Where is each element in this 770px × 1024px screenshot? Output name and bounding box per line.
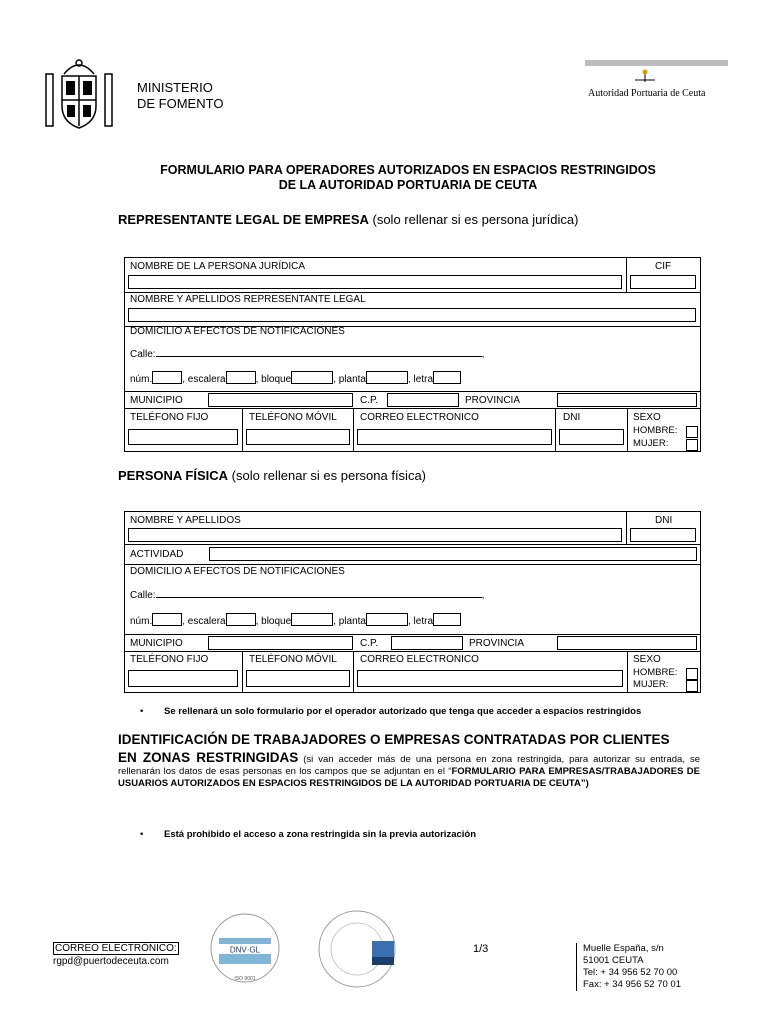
form-title xyxy=(0,163,770,193)
person-sex-label: SEXO xyxy=(633,654,661,665)
person-stair-input[interactable] xyxy=(226,613,256,626)
stair-label: , escalera xyxy=(182,374,226,385)
person-municipality-label: MUNICIPIO xyxy=(130,638,183,649)
person-street-label: Calle: xyxy=(130,590,156,601)
person-province-label: PROVINCIA xyxy=(469,638,525,649)
person-landline-input[interactable] xyxy=(128,670,238,687)
company-name-input[interactable] xyxy=(128,275,622,289)
legal-province-input[interactable] xyxy=(557,393,697,407)
person-block-label: , bloque xyxy=(255,616,292,627)
person-address-label: DOMICILIO A EFECTOS DE NOTIFICACIONES xyxy=(130,566,345,577)
person-mobile-input[interactable] xyxy=(246,670,350,687)
person-form-table xyxy=(124,511,701,693)
legal-mobile-input[interactable] xyxy=(246,429,350,445)
legal-section-heading xyxy=(118,212,578,227)
legal-stair-input[interactable] xyxy=(226,371,256,384)
legal-landline-label: TELÉFONO FIJO xyxy=(130,412,209,423)
legal-representative-label: NOMBRE Y APELLIDOS REPRESENTANTE LEGAL xyxy=(130,294,366,305)
legal-email-input[interactable] xyxy=(357,429,552,445)
bullet-prohibited-access-text: Está prohibido el acceso a zona restringida sin la previa autorización xyxy=(164,829,477,840)
person-letter-label: , letra xyxy=(408,616,434,627)
legal-male-checkbox[interactable] xyxy=(686,426,698,438)
footer-email-address: rgpd@puertodeceuta.com xyxy=(53,956,169,967)
person-section-heading xyxy=(118,468,426,483)
ministry-name xyxy=(137,80,223,112)
legal-letter-input[interactable] xyxy=(433,371,461,384)
legal-email-label: CORREO ELECTRONICO xyxy=(360,412,479,423)
legal-municipality-label: MUNICIPIO xyxy=(130,395,183,406)
legal-dni-label: DNI xyxy=(563,412,581,423)
cif-input[interactable] xyxy=(630,275,696,289)
activity-input[interactable] xyxy=(209,547,697,561)
legal-representative-input[interactable] xyxy=(128,308,696,322)
person-landline-label: TELÉFONO FIJO xyxy=(130,654,209,665)
number-label: núm. xyxy=(130,374,153,385)
person-email-label: CORREO ELECTRONICO xyxy=(360,654,479,665)
person-number-row xyxy=(130,613,461,627)
activity-label: ACTIVIDAD xyxy=(130,549,184,560)
cif-label: CIF xyxy=(655,261,672,272)
person-floor-input[interactable] xyxy=(366,613,408,626)
dnv-gl-certification-seal-icon xyxy=(203,908,287,992)
page-number: 1/3 xyxy=(473,943,489,955)
person-number-label: núm. xyxy=(130,616,153,627)
legal-landline-input[interactable] xyxy=(128,429,238,445)
person-letter-input[interactable] xyxy=(433,613,461,626)
legal-address-label: DOMICILIO A EFECTOS DE NOTIFICACIONES xyxy=(130,326,345,337)
person-province-input[interactable] xyxy=(557,636,697,650)
person-heading-bold: PERSONA FÍSICA xyxy=(118,468,229,483)
legal-heading-note: (solo rellenar si es persona jurídica) xyxy=(368,212,579,227)
footer-email-block xyxy=(53,942,179,968)
person-municipality-input[interactable] xyxy=(208,636,353,650)
legal-municipality-input[interactable] xyxy=(208,393,353,407)
legal-street-row: Calle: , xyxy=(130,346,484,360)
legal-male-label: HOMBRE: xyxy=(633,425,678,436)
person-street-input[interactable] xyxy=(156,587,482,598)
person-floor-label: , planta xyxy=(333,616,366,627)
floor-label: , planta xyxy=(333,374,366,385)
identification-form-ref: FORMULARIO PARA EMPRESAS/TRABAJADORES DE USUARIOS AUTORIZADOS EN ESPACIOS RESTRINGIDOS DE LA AUTORIDAD PORTUARIA DE CEUTA xyxy=(118,766,700,789)
legal-postcode-label: C.P. xyxy=(360,395,379,406)
footer-address-line2: 51001 CEUTA xyxy=(583,955,644,966)
identification-heading xyxy=(118,732,708,748)
person-postcode-input[interactable] xyxy=(391,636,463,650)
footer-email-label: CORREO ELECTRÓNICO: xyxy=(55,943,177,954)
bullet-single-form: • Se rellenará un solo formulario por el operador autorizado que tenga que acceder a espacios restringidos xyxy=(140,706,642,717)
person-email-input[interactable] xyxy=(357,670,623,687)
identification-note-end: ”) xyxy=(580,778,589,789)
legal-female-label: MUJER: xyxy=(633,438,669,449)
legal-heading-bold: REPRESENTANTE LEGAL DE EMPRESA xyxy=(118,212,369,227)
person-male-checkbox[interactable] xyxy=(686,668,698,680)
person-postcode-label: C.P. xyxy=(360,638,379,649)
person-name-label: NOMBRE Y APELLIDOS xyxy=(130,515,241,526)
person-female-label: MUJER: xyxy=(633,679,669,690)
energy-certification-seal-icon xyxy=(312,905,402,993)
person-name-input[interactable] xyxy=(128,528,622,542)
legal-block-input[interactable] xyxy=(291,371,333,384)
legal-female-checkbox[interactable] xyxy=(686,439,698,451)
bullet-single-form-text: Se rellenará un solo formulario por el operador autorizado que tenga que acceder a espacios restringidos xyxy=(164,706,642,717)
legal-postcode-input[interactable] xyxy=(387,393,459,407)
ministry-crest-logo xyxy=(40,56,118,134)
bullet-prohibited-access: • Está prohibido el acceso a zona restringida sin la previa autorización xyxy=(140,829,477,840)
footer-phone: Tel: + 34 956 52 70 00 xyxy=(583,967,678,978)
company-name-label: NOMBRE DE LA PERSONA JURÍDICA xyxy=(130,261,306,272)
legal-form-table xyxy=(124,257,701,452)
svg-text:ISO 9001: ISO 9001 xyxy=(234,976,256,982)
person-female-checkbox[interactable] xyxy=(686,680,698,692)
person-dni-input[interactable] xyxy=(630,528,696,542)
letter-label: , letra xyxy=(408,374,434,385)
street-label: Calle: xyxy=(130,349,156,360)
legal-dni-input[interactable] xyxy=(559,429,624,445)
legal-number-row xyxy=(130,371,461,385)
identification-paragraph xyxy=(118,752,700,790)
port-authority-name: Autoridad Portuaria de Ceuta xyxy=(588,88,706,99)
person-mobile-label: TELÉFONO MÓVIL xyxy=(249,654,337,665)
legal-mobile-label: TELÉFONO MÓVIL xyxy=(249,412,337,423)
legal-sex-label: SEXO xyxy=(633,412,661,423)
identification-heading-line2: EN ZONAS RESTRINGIDAS xyxy=(118,750,299,765)
footer-address-line1: Muelle España, s/n xyxy=(583,943,664,954)
person-heading-note: (solo rellenar si es persona física) xyxy=(228,468,427,483)
header-gray-bar xyxy=(585,60,728,66)
footer-address-block xyxy=(576,943,681,991)
block-label: , bloque xyxy=(255,374,292,385)
ministry-line1: MINISTERIO xyxy=(137,80,213,95)
legal-street-input[interactable] xyxy=(156,346,482,357)
person-stair-label: , escalera xyxy=(182,616,226,627)
legal-number-input[interactable] xyxy=(152,371,182,384)
svg-text:DNV·GL: DNV·GL xyxy=(229,945,261,955)
identification-heading-line1: IDENTIFICACIÓN DE TRABAJADORES O EMPRESAS CONTRATADAS POR CLIENTES xyxy=(118,732,670,747)
person-number-input[interactable] xyxy=(152,613,182,626)
person-block-input[interactable] xyxy=(291,613,333,626)
person-dni-label: DNI xyxy=(655,515,673,526)
person-male-label: HOMBRE: xyxy=(633,667,678,678)
legal-province-label: PROVINCIA xyxy=(465,395,521,406)
legal-floor-input[interactable] xyxy=(366,371,408,384)
identification-note: (si van acceder más de una persona en zona restringida, para autorizar su entrada, se rellenarán los datos de esas personas en los campos que se adjuntan en el “ xyxy=(118,754,700,777)
form-title-line2: DE LA AUTORIDAD PORTUARIA DE CEUTA xyxy=(278,178,538,192)
person-street-row: Calle: , xyxy=(130,587,484,601)
ministry-line2: DE FOMENTO xyxy=(137,96,224,111)
form-title-line1: FORMULARIO PARA OPERADORES AUTORIZADOS EN ESPACIOS RESTRINGIDOS xyxy=(160,163,656,177)
footer-fax: Fax: + 34 956 52 70 01 xyxy=(583,979,681,990)
